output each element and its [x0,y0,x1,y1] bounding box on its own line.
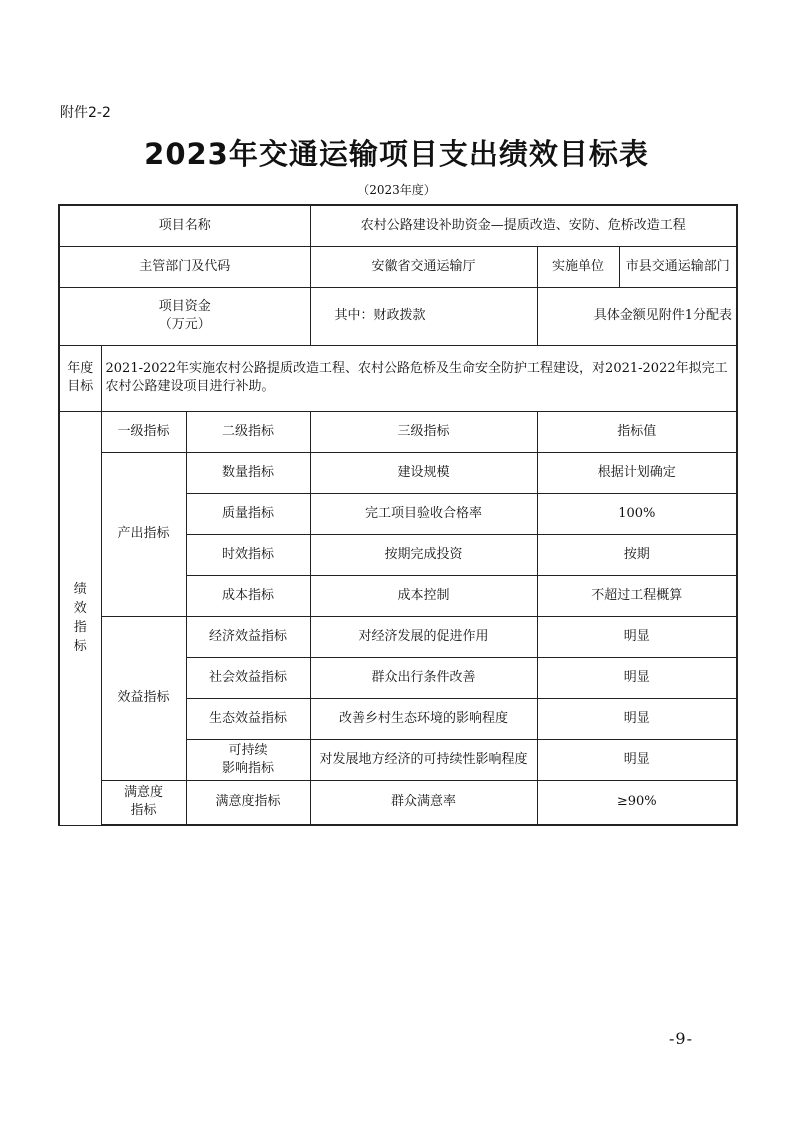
funds-label [59,287,310,345]
level2-line2: 影响指标 [222,760,275,776]
page-title: 2023年交通运输项目支出绩效目标表 [144,137,649,171]
unit-value: 市县交通运输部门 [619,246,737,287]
header-level3: 三级指标 [310,411,537,452]
benefit-indicator-label: 效益指标 [101,616,186,780]
level2-cell [186,739,310,780]
level2-cell: 满意度指标 [186,780,310,825]
level2-cell: 成本指标 [186,575,310,616]
level3-cell: 建设规模 [310,452,537,493]
project-name-label: 项目名称 [59,205,310,246]
header-level1: 一级指标 [101,411,186,452]
goal-label-line2: 目标 [67,379,94,394]
output-indicator-label: 产出指标 [101,452,186,616]
goal-text: 2021-2022年实施农村公路提质改造工程、农村公路危桥及生命安全防护工程建设，对2021-2022年拟完工农村公路建设项目进行补助。 [101,345,737,411]
satisfaction-label-line1: 满意度 [123,785,163,801]
value-cell: 明显 [537,739,737,780]
level2-cell: 社会效益指标 [186,657,310,698]
value-cell: 明显 [537,616,737,657]
indicators-side-label [59,411,101,825]
level3-cell: 对经济发展的促进作用 [310,616,537,657]
attachment-label: 附件2-2 [60,105,111,121]
dept-value: 安徽省交通运输厅 [310,246,537,287]
performance-target-table [58,204,738,826]
page-number: -9- [669,1029,693,1048]
funds-note: 具体金额见附件1分配表 [537,287,737,345]
value-cell: 100% [537,493,737,534]
table-row [59,452,737,493]
year-note: （2023年度） [357,183,436,197]
level3-cell: 群众出行条件改善 [310,657,537,698]
side-char-2: 效 [73,601,87,616]
funds-label-line2: （万元） [158,317,211,332]
level2-cell: 时效指标 [186,534,310,575]
level3-cell: 按期完成投资 [310,534,537,575]
funds-label-line1: 项目资金 [158,299,211,314]
level2-cell: 数量指标 [186,452,310,493]
side-char-4: 标 [73,639,87,654]
level3-cell: 成本控制 [310,575,537,616]
value-cell: 按期 [537,534,737,575]
level3-cell: 改善乡村生态环境的影响程度 [310,698,537,739]
value-cell: ≥90% [537,780,737,825]
satisfaction-indicator-label [101,780,186,825]
unit-label: 实施单位 [537,246,619,287]
value-cell: 不超过工程概算 [537,575,737,616]
level3-cell: 群众满意率 [310,780,537,825]
level2-cell: 质量指标 [186,493,310,534]
goal-label-line1: 年度 [67,361,94,376]
level3-cell: 完工项目验收合格率 [310,493,537,534]
header-level2: 二级指标 [186,411,310,452]
level2-cell: 生态效益指标 [186,698,310,739]
level2-line1: 可持续 [228,742,268,758]
dept-label: 主管部门及代码 [59,246,310,287]
goal-label [59,345,101,411]
side-char-1: 绩 [73,582,87,597]
side-char-3: 指 [73,620,87,635]
project-name-value: 农村公路建设补助资金—提质改造、安防、危桥改造工程 [310,205,737,246]
level3-cell: 对发展地方经济的可持续性影响程度 [310,739,537,780]
level2-cell: 经济效益指标 [186,616,310,657]
funds-source: 其中：财政拨款 [310,287,537,345]
header-value: 指标值 [537,411,737,452]
value-cell: 明显 [537,657,737,698]
table-row [59,780,737,825]
value-cell: 根据计划确定 [537,452,737,493]
table-row [59,616,737,657]
value-cell: 明显 [537,698,737,739]
satisfaction-label-line2: 指标 [130,803,157,819]
